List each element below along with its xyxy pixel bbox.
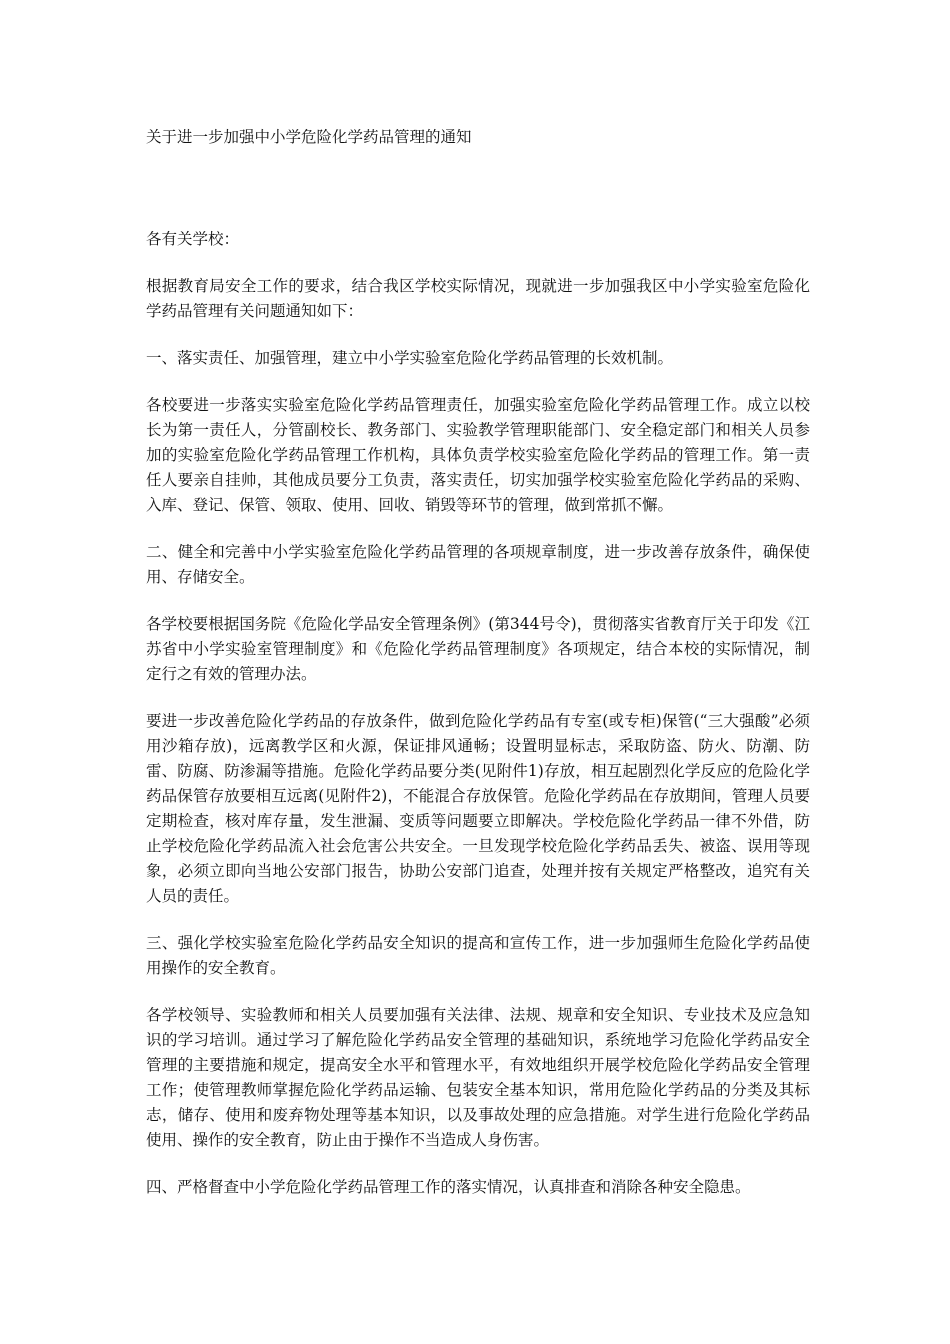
section-heading-3: 三、强化学校实验室危险化学药品安全知识的提高和宣传工作，进一步加强师生危险化学药品使用操作的安全教育。 — [146, 934, 810, 977]
document-title: 关于进一步加强中小学危险化学药品管理的通知 — [146, 128, 472, 146]
salutation: 各有关学校： — [146, 230, 240, 248]
paragraph-section-1: 各校要进一步落实实验室危险化学药品管理责任，加强实验室危险化学药品管理工作。成立以校长为第一责任人，分管副校长、教务部门、实验教学管理职能部门、安全稳定部门和相关人员参加的实验室危险化学药品管理工作机构，具体负责学校实验室危险化学药品的管理工作。第一责任人要亲自挂帅，其他成员要分工负责，落实责任，切实加强学校实验室危险化学药品的采购、入库、登记、保管、领取、使用、回收、销毁等环节的管理，做到常抓不懈。 — [146, 396, 810, 514]
paragraph-intro: 根据教育局安全工作的要求，结合我区学校实际情况，现就进一步加强我区中小学实验室危险化学药品管理有关问题通知如下： — [146, 277, 810, 320]
document-body — [146, 227, 810, 1222]
section-heading-1: 一、落实责任、加强管理，建立中小学实验室危险化学药品管理的长效机制。 — [146, 349, 674, 367]
section-heading-4: 四、严格督查中小学危险化学药品管理工作的落实情况，认真排查和消除各种安全隐患。 — [146, 1178, 751, 1196]
section-heading-2: 二、健全和完善中小学实验室危险化学药品管理的各项规章制度，进一步改善存放条件，确保使用、存储安全。 — [146, 543, 810, 586]
paragraph-section-3: 各学校领导、实验教师和相关人员要加强有关法律、法规、规章和安全知识、专业技术及应急知识的学习培训。通过学习了解危险化学药品安全管理的基础知识，系统地学习危险化学药品安全管理的主要措施和规定，提高安全水平和管理水平，有效地组织开展学校危险化学药品安全管理工作；使管理教师掌握危险化学药品运输、包装安全基本知识，常用危险化学药品的分类及其标志，储存、使用和废弃物处理等基本知识，以及事故处理的应急措施。对学生进行危险化学药品使用、操作的安全教育，防止由于操作不当造成人身伤害。 — [146, 1006, 810, 1149]
paragraph-section-2b: 要进一步改善危险化学药品的存放条件，做到危险化学药品有专室(或专柜)保管(“三大强酸”必须用沙箱存放)，远离教学区和火源，保证排风通畅；设置明显标志，采取防盗、防火、防潮、防雷、防腐、防渗漏等措施。危险化学药品要分类(见附件1)存放，相互起剧烈化学反应的危险化学药品保管存放要相互远离(见附件2)，不能混合存放保管。危险化学药品在存放期间，管理人员要定期检查，核对库存量，发生泄漏、变质等问题要立即解决。学校危险化学药品一律不外借，防止学校危险化学药品流入社会危害公共安全。一旦发现学校危险化学药品丢失、被盗、误用等现象，必须立即向当地公安部门报告，协助公安部门追查，处理并按有关规定严格整改，追究有关人员的责任。 — [146, 712, 810, 905]
paragraph-section-2a: 各学校要根据国务院《危险化学品安全管理条例》(第344号令)，贯彻落实省教育厅关于印发《江苏省中小学实验室管理制度》和《危险化学药品管理制度》各项规定，结合本校的实际情况，制定行之有效的管理办法。 — [146, 615, 810, 683]
